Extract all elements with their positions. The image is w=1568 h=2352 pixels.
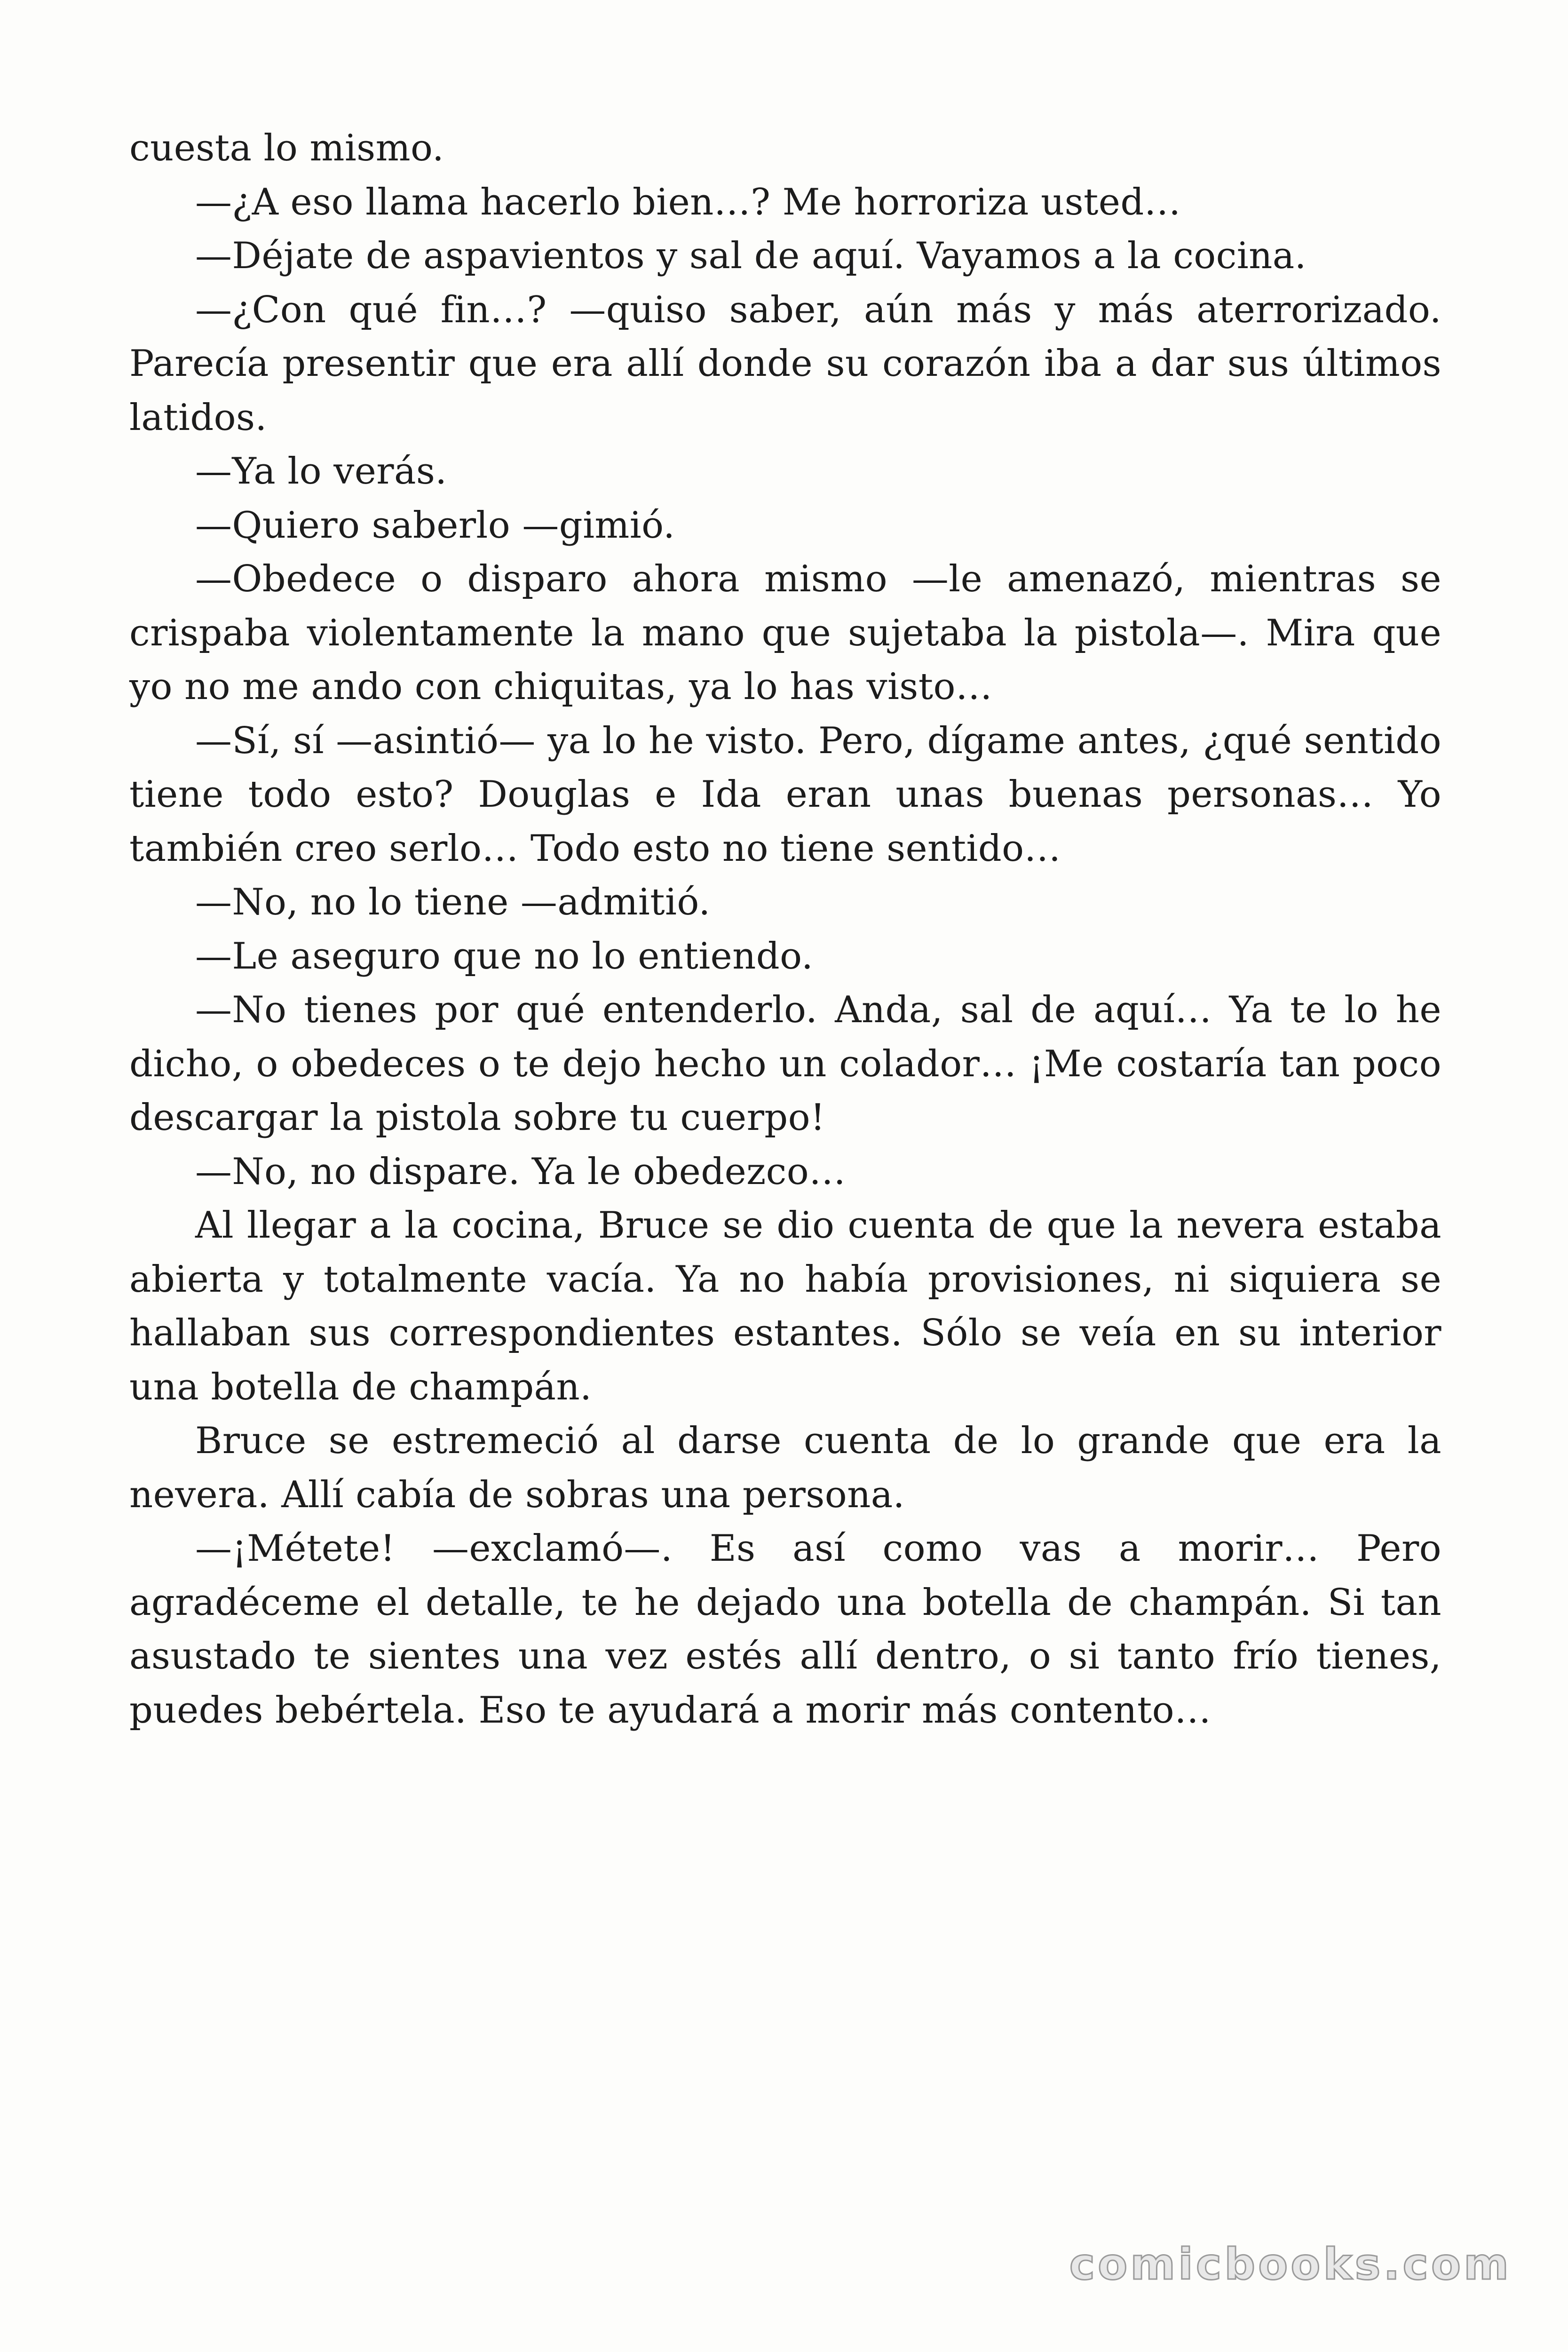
- paragraph: —¿Con qué fin…? —quiso saber, aún más y más aterrorizado. Parecía presentir que era allí donde su corazón iba a dar sus últimos latidos.: [129, 288, 1441, 439]
- paragraph: —Le aseguro que no lo entiendo.: [195, 935, 814, 977]
- paragraph: Bruce se estremeció al darse cuenta de lo grande que era la nevera. Allí cabía de sobras una persona.: [129, 1420, 1441, 1516]
- paragraph: —Ya lo verás.: [195, 450, 447, 493]
- paragraph: Al llegar a la cocina, Bruce se dio cuenta de que la nevera estaba abierta y totalmente vacía. Ya no había provisiones, ni siquiera se hallaban sus correspondientes estantes. Sólo se veía en su interior una botella de champán.: [129, 1204, 1441, 1408]
- page-body: [129, 121, 1441, 1737]
- paragraph: —No, no lo tiene —admitió.: [195, 881, 711, 923]
- paragraph: —Quiero saberlo —gimió.: [195, 504, 675, 547]
- paragraph: —No tienes por qué entenderlo. Anda, sal de aquí… Ya te lo he dicho, o obedeces o te dejo hecho un colador… ¡Me costaría tan poco descargar la pistola sobre tu cuerpo!: [129, 989, 1441, 1139]
- paragraph: —¿A eso llama hacerlo bien…? Me horroriza usted…: [195, 181, 1181, 223]
- paragraph: cuesta lo mismo.: [129, 127, 444, 169]
- paragraph: —Déjate de aspavientos y sal de aquí. Vayamos a la cocina.: [195, 235, 1307, 277]
- watermark-logo: comicbooks.com: [1069, 2239, 1512, 2289]
- paragraph: —Obedece o disparo ahora mismo —le amenazó, mientras se crispaba violentamente la mano que sujetaba la pistola—. Mira que yo no me ando con chiquitas, ya lo has visto…: [129, 558, 1441, 708]
- paragraph: —No, no dispare. Ya le obedezco…: [195, 1150, 846, 1193]
- paragraph: —¡Métete! —exclamó—. Es así como vas a morir… Pero agradéceme el detalle, te he dejado una botella de champán. Si tan asustado te sientes una vez estés allí dentro, o si tanto frío tienes, puedes bebértela. Eso te ayudará a morir más contento…: [129, 1527, 1441, 1732]
- paragraph: —Sí, sí —asintió— ya lo he visto. Pero, dígame antes, ¿qué sentido tiene todo esto? Douglas e Ida eran unas buenas personas… Yo también creo serlo… Todo esto no tiene sentido…: [129, 719, 1441, 870]
